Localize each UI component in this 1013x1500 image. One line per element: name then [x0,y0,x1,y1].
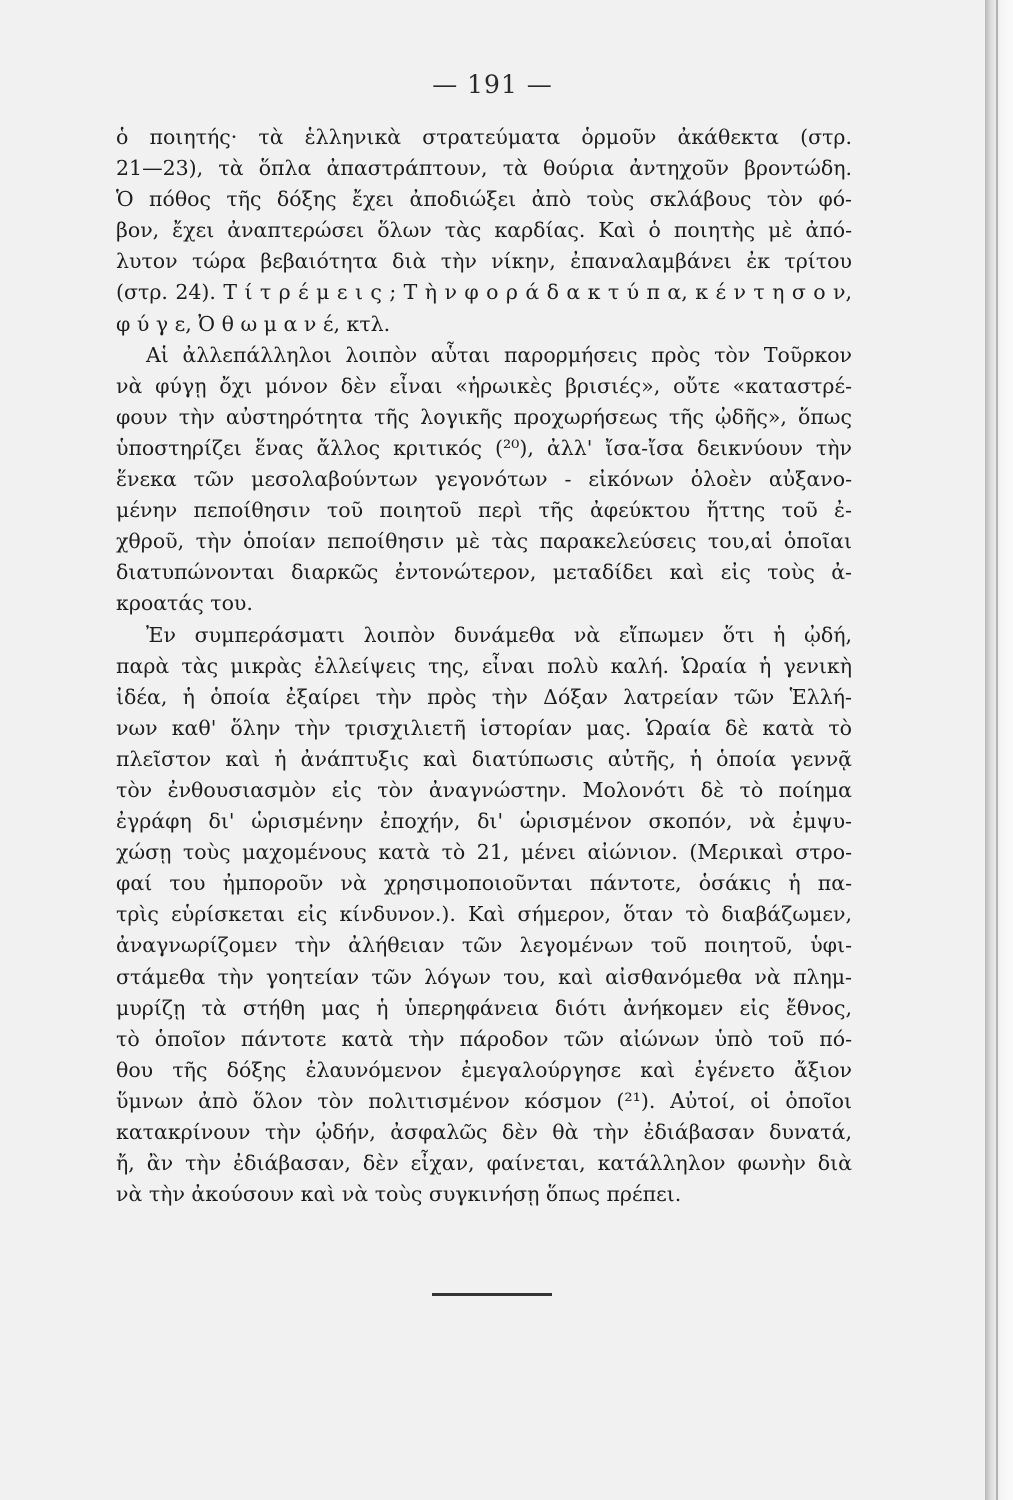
page-edge-line [996,0,998,1500]
text-line: χθροῦ, τὴν ὁποίαν πεποίθησιν μὲ τὰς παρακελεύσεις του,αἱ ὁποῖαι [116,529,852,554]
text-line: ἐγράφη δι' ὡρισμένην ἐποχήν, δι' ὡρισμένον σκοπόν, νὰ ἐμψυ- [116,809,852,834]
text-line: στάμεθα τὴν γοητείαν τῶν λόγων του, καὶ αἰσθανόμεθα νὰ πλημ- [116,964,852,989]
text-line: νὰ τὴν ἀκούσουν καὶ νὰ τοὺς συγκινήσῃ ὅπως πρέπει. [116,1182,682,1207]
text-line: νων καθ' ὅλην τὴν τρισχιλιετῆ ἱστορίαν μας. Ὡραία δὲ κατὰ τὸ [116,715,852,740]
text-line: κατακρίνουν τὴν ᾠδήν, ἀσφαλῶς δὲν θὰ τὴν ἐδιάβασαν δυνατά, [116,1120,852,1144]
text-line: ἕνεκα τῶν μεσολαβούντων γεγονότων - εἰκόνων ὁλοὲν αὐξανο- [116,467,852,492]
text-line: ἤ, ἂν τὴν ἐδιάβασαν, δὲν εἶχαν, φαίνεται, κατάλληλον φωνὴν διὰ [116,1151,852,1176]
text-line: Αἱ ἀλλεπάλληλοι λοιπὸν αὗται παρορμήσεις πρὸς τὸν Τοῦρκον [146,342,852,367]
text-line: θου τῆς δόξης ἐλαυνόμενον ἐμεγαλούργησε καὶ ἐγένετο ἄξιον [116,1057,852,1082]
text-line: Ὁ πόθος τῆς δόξης ἔχει ἀποδιώξει ἀπὸ τοὺς σκλάβους τὸν φό- [116,187,852,212]
text-line: μυρίζῃ τὰ στήθη μας ἡ ὑπερηφάνεια διότι ἀνήκομεν εἰς ἔθνος, [116,995,852,1020]
text-line: φαί του ἠμποροῦν νὰ χρησιμοποιοῦνται πάντοτε, ὁσάκις ἡ πα- [116,871,852,896]
text-line: μένην πεποίθησιν τοῦ ποιητοῦ περὶ τῆς ἀφεύκτου ἥττης τοῦ ἐ- [116,498,852,523]
body-text [116,122,852,1210]
text-line: λυτον τώρα βεβαιότητα διὰ τὴν νίκην, ἐπαναλαμβάνει ἐκ τρίτου [116,249,852,274]
text-line: ὁ ποιητής· τὰ ἑλληνικὰ στρατεύματα ὁρμοῦν ἀκάθεκτα (στρ. [116,125,852,149]
text-line: διατυπώνονται διαρκῶς ἐντονώτερον, μεταδίδει καὶ εἰς τοὺς ἀ- [116,560,852,585]
page-number: — 191 — [432,70,553,99]
text-line: παρὰ τὰς μικρὰς ἐλλείψεις της, εἶναι πολὺ καλή. Ὡραία ἡ γενικὴ [116,653,852,678]
text-line: φουν τὴν αὐστηρότητα τῆς λογικῆς προχωρήσεως τῆς ᾠδῆς», ὅπως [116,404,852,429]
text-line: τὸ ὁποῖον πάντοτε κατὰ τὴν πάροδον τῶν αἰώνων ὑπὸ τοῦ πό- [116,1026,852,1051]
text-line: τρὶς εὑρίσκεται εἰς κίνδυνον.). Καὶ σήμερον, ὅταν τὸ διαβάζωμεν, [116,902,852,927]
text-line: φ ύ γ ε, Ὀ θ ω μ α ν έ, κτλ. [116,311,391,336]
page-edge [985,0,1013,1500]
text-line: Ἐν συμπεράσματι λοιπὸν δυνάμεθα νὰ εἴπωμεν ὅτι ἡ ᾠδή, [146,622,852,647]
text-line: 21—23), τὰ ὅπλα ἀπαστράπτουν, τὰ θούρια ἀντηχοῦν βροντώδη. [116,156,852,181]
text-line: τὸν ἐνθουσιασμὸν εἰς τὸν ἀναγνώστην. Μολονότι δὲ τὸ ποίημα [116,777,852,802]
text-line: χώσῃ τοὺς μαχομένους κατὰ τὸ 21, μένει αἰώνιον. (Μερικαὶ στρο- [116,840,852,865]
text-line: ὑποστηρίζει ἕνας ἄλλος κριτικός (²⁰), ἀλλ' ἴσα-ἴσα δεικνύουν τὴν [116,435,852,460]
text-line: ὕμνων ἀπὸ ὅλον τὸν πολιτισμένον κόσμον (²¹). Αὐτοί, οἱ ὁποῖοι [116,1088,852,1113]
text-line: ἀναγνωρίζομεν τὴν ἀλήθειαν τῶν λεγομένων τοῦ ποιητοῦ, ὑφι- [116,933,852,958]
text-line: (στρ. 24). Τ ί τ ρ έ μ ε ι ς ; Τ ὴ ν φ ο ρ ά δ α κ τ ύ π α, κ έ ν τ η σ ο ν, [116,280,852,305]
text-line: βον, ἔχει ἀναπτερώσει ὅλων τὰς καρδίας. Καὶ ὁ ποιητὴς μὲ ἀπό- [116,218,852,243]
text-line: πλεῖστον καὶ ἡ ἀνάπτυξις καὶ διατύπωσις αὐτῆς, ἡ ὁποία γεννᾷ [116,746,852,771]
text-line: ἰδέα, ἡ ὁποία ἐξαίρει τὴν πρὸς τὴν Δόξαν λατρείαν τῶν Ἑλλή- [116,684,852,709]
end-rule [432,1293,552,1296]
text-line: νὰ φύγῃ ὄχι μόνον δὲν εἶναι «ἡρωικὲς βρισιές», οὔτε «καταστρέ- [116,373,852,398]
text-line: κροατάς του. [116,591,253,616]
